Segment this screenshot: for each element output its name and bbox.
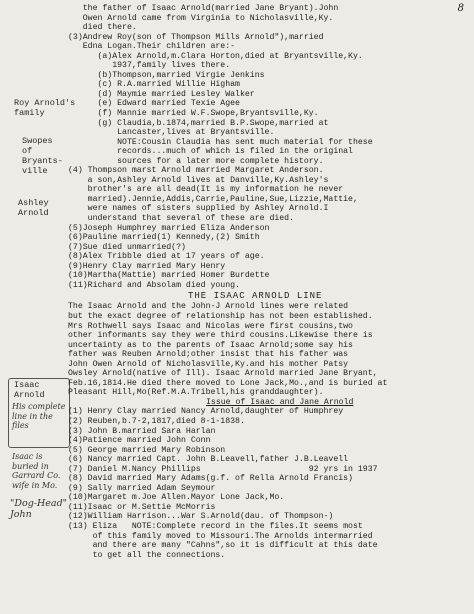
- text-line: (13) Eliza NOTE:Complete record in the files.It seems most: [68, 521, 363, 531]
- text-line: (1) Henry Clay married Nancy Arnold,daughter of Humphrey: [68, 407, 344, 417]
- section-title: THE ISAAC ARNOLD LINE: [188, 291, 323, 302]
- text-line: Mrs Rothwell says Isaac and Nicolas were first cousins,two: [68, 321, 353, 331]
- body-block-issue-list: [68, 407, 470, 560]
- body-block-isaac-intro: [68, 302, 470, 397]
- text-line: (a)Alex Arnold,m.Clara Horton,died at Bryantsville,Ky.: [68, 51, 363, 61]
- text-line: Owen Arnold came from Virginia to Nicholasville,Ky.: [68, 13, 334, 23]
- text-line: records...much of which is filed in the original: [68, 147, 353, 157]
- text-line: (7)Sue died unmarried(?): [68, 242, 186, 252]
- text-line: (8) David married Mary Adams(g.f. of Rella Arnold Francis): [68, 474, 353, 484]
- text-line: Lancaster,lives at Bryantsville.: [68, 128, 275, 138]
- issue-heading: Issue of Isaac and Jane Arnold: [206, 397, 354, 407]
- body-block-roy-family: [68, 4, 470, 290]
- text-line: Feb.16,1814.He died there moved to Lone Jack,Mo.,and is buried at: [68, 378, 388, 388]
- margin-note-roy-family: Roy Arnold's family: [14, 98, 76, 118]
- text-line: NOTE:Cousin Claudia has sent much material for these: [68, 137, 373, 147]
- text-line: (f) Mannie married W.F.Swope,Bryantsville,Ky.: [68, 109, 319, 119]
- margin-note-ashley: Ashley Arnold: [18, 198, 49, 218]
- margin-note-dog-head-john: "Dog-Head" John: [10, 498, 68, 520]
- text-line: (e) Edward married Texie Agee: [68, 99, 240, 109]
- text-line: married).Jennie,Addis,Carrie,Pauline,Sue,Lizzie,Mattie,: [68, 194, 358, 204]
- text-line: (7) Daniel M.Nancy Phillips 92 yrs in 1937: [68, 464, 378, 474]
- text-line: (g) Claudia,b.1874,married B.P.Swope,married at: [68, 118, 329, 128]
- text-line: (4) Thompson marst Arnold married Margaret Anderson.: [68, 166, 324, 176]
- text-line: to get all the connections.: [68, 550, 226, 560]
- text-line: (4)Patience married John Conn: [68, 436, 211, 446]
- text-line: but the exact degree of relationship has not been established.: [68, 311, 373, 321]
- text-line: (8)Alex Tribble died at 17 years of age.: [68, 252, 265, 262]
- text-line: (5) George married Mary Robinson: [68, 445, 226, 455]
- margin-note-isaac-label: Isaac Arnold: [14, 380, 45, 400]
- text-line: (12)William Harrison...War S.Arnold(dau. of Thompson-): [68, 512, 334, 522]
- text-line: and there are many "Cahns",so it is difficult at this date: [68, 541, 378, 551]
- text-line: understand that several of these are died.: [68, 214, 295, 224]
- text-line: 1937,family lives there.: [68, 61, 231, 71]
- text-line: (6) Nancy married Capt. John B.Leavell,father J.B.Leavell: [68, 455, 349, 465]
- text-line: (d) Maymie married Lesley Walker: [68, 89, 255, 99]
- margin-note-isaac-buried: Isaac is buried in Garrard Co. wife in Mo.: [12, 452, 61, 490]
- text-line: (9) Sally married Adam Seymour: [68, 483, 216, 493]
- text-line: of this family moved to Missouri.The Arnolds intermarried: [68, 531, 373, 541]
- text-line: the father of Isaac Arnold(married Jane Bryant).John: [68, 4, 339, 13]
- text-line: (3)Andrew Roy(son of Thompson Mills Arnold"),married: [68, 32, 324, 42]
- margin-note-swopes: Swopes of Bryants- ville: [22, 136, 63, 176]
- margin-note-isaac-complete-line: His complete line in the files: [12, 402, 66, 430]
- page-number: 8: [457, 3, 464, 14]
- text-line: (6)Pauline married(1) Kennedy,(2) Smith: [68, 233, 260, 243]
- text-line: died there.: [68, 23, 137, 33]
- text-line: other informants say they were third cousins.Likewise there is: [68, 331, 373, 341]
- text-line: father was Reuben Arnold;other insist that his father was: [68, 350, 349, 360]
- text-line: Edna Logan.Their children are:-: [68, 42, 236, 52]
- text-line: (10)Margaret m.Joe Allen.Mayor Lone Jack,Mo.: [68, 493, 285, 503]
- text-line: (b)Thompson,married Virgie Jenkins: [68, 70, 265, 80]
- text-line: (11)Richard and Absolam died young.: [68, 280, 240, 290]
- text-line: The Isaac Arnold and the John-J Arnold lines were related: [68, 302, 349, 312]
- text-line: a son,Ashley Arnold lives at Danville,Ky.Ashley's: [68, 175, 329, 185]
- text-line: uncertainty as to the parents of Isaac Arnold;some say his: [68, 340, 353, 350]
- text-line: brother's are all dead(It is my information he never: [68, 185, 344, 195]
- text-line: were names of sisters supplied by Ashley Arnold.I: [68, 204, 329, 214]
- text-line: Owsley Arnold(native of Ill). Isaac Arnold married Jane Bryant,: [68, 369, 378, 379]
- text-line: John Owen Arnold of Nicholasville,Ky.and his mother Patsy: [68, 359, 349, 369]
- text-line: (10)Martha(Mattie) married Homer Burdette: [68, 271, 270, 281]
- document-body: [68, 4, 470, 560]
- text-line: (9)Henry Clay married Mary Henry: [68, 261, 226, 271]
- text-line: sources for a later more complete history.: [68, 156, 324, 166]
- text-line: (c) R.A.married Willie Higham: [68, 80, 240, 90]
- text-line: (2) Reuben,b.7-2,1817,died 8-1-1838.: [68, 416, 245, 426]
- text-line: (11)Isaac or M.Settie McMorris: [68, 502, 216, 512]
- text-line: Pleasant Hill,Mo(Ref.M.A.Tribell,his granddaughter).: [68, 388, 324, 398]
- text-line: (3) John B.married Sara Harlan: [68, 426, 216, 436]
- text-line: (5)Joseph Humphrey married Eliza Anderson: [68, 223, 270, 233]
